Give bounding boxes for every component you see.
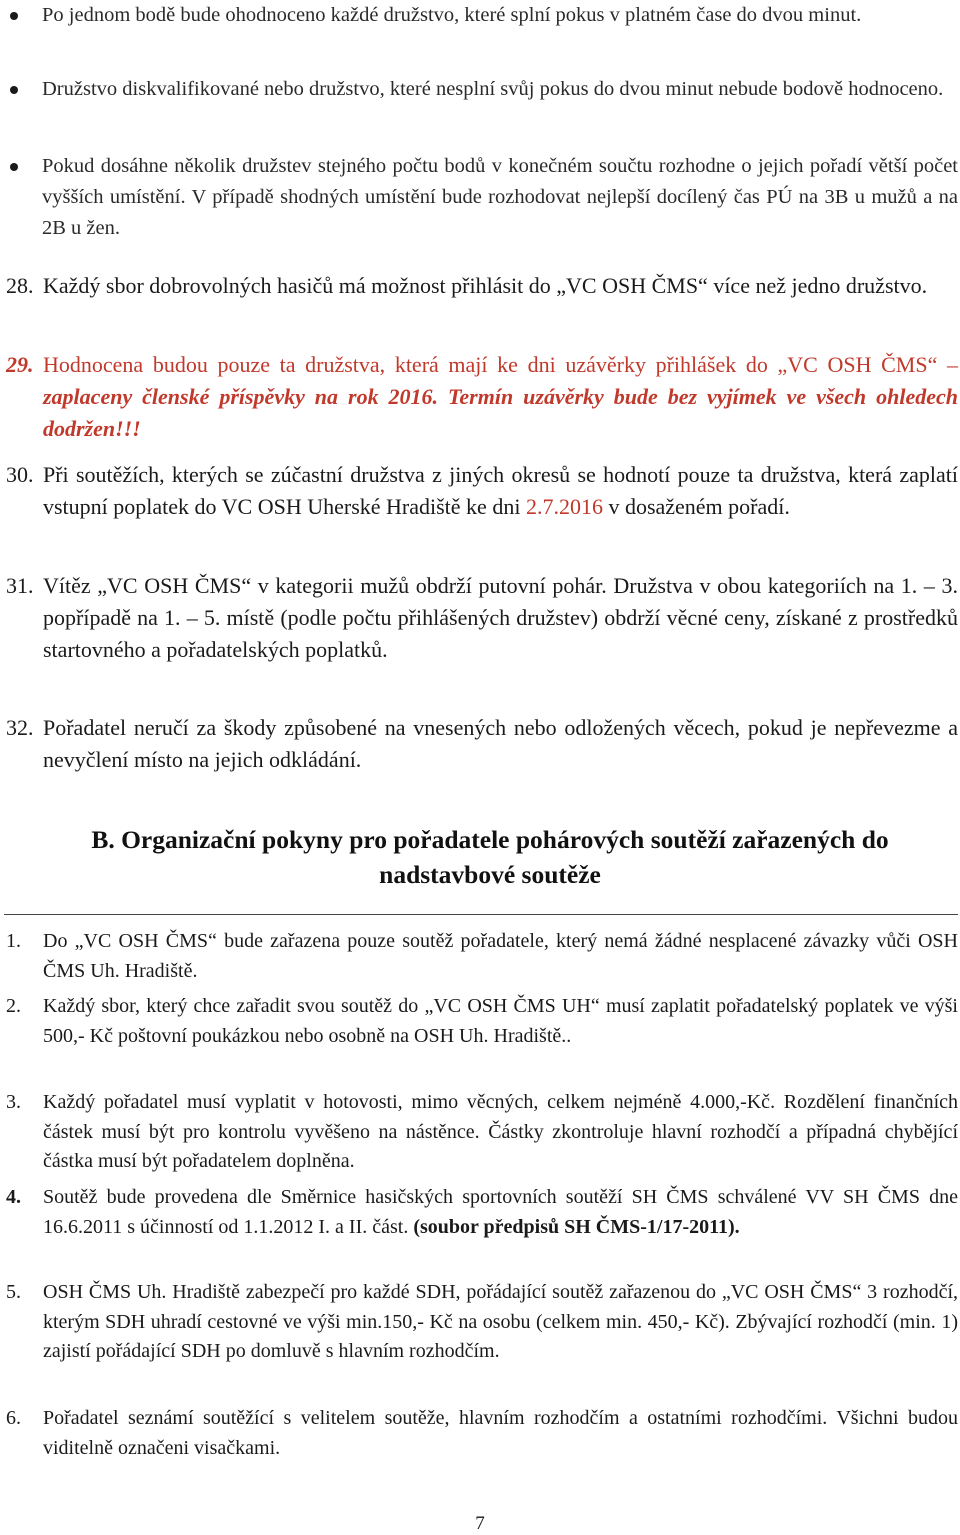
item-text-part: Soutěž bude provedena dle Směrnice hasičských sportovních soutěží SH ČMS schválené VV SH ČMS dne 16.6.2011 s účinností od 1.1.2012 I. a II. část. [43,1186,958,1238]
page-number: 7 [475,1513,485,1534]
rule-item-29 [6,349,958,445]
bullet-item [10,0,958,31]
item-text: OSH ČMS Uh. Hradiště zabezpečí pro každé SDH, pořádající soutěž zařazenou do „VC OSH ČMS“ 3 rozhodčí, kterým SDH uhradí cestovné ve výši min.150,- Kč na osobu (celkem min. 450,- Kč). Zbývající rozhodčí (min. 1) zajistí pořádající SDH po domluvě s hlavním rozhodčím. [43,1281,958,1362]
item-text: Každý sbor dobrovolných hasičů má možnost přihlásit do „VC OSH ČMS“ více než jedno družstvo. [43,273,928,298]
item-number: 28. [6,273,34,298]
item-text-part: Při soutěžích, kterých se zúčastní družstva z jiných okresů se hodnotí pouze ta družstva, která zaplatí vstupní poplatek do VC OSH Uherské Hradiště ke dni [43,462,958,519]
item-number: 32. [6,715,34,740]
org-item-3 [6,1088,958,1177]
item-text: Do „VC OSH ČMS“ bude zařazena pouze soutěž pořadatele, který nemá žádné nesplacené závazky vůči OSH ČMS Uh. Hradiště. [43,930,958,982]
org-item-5 [6,1278,958,1367]
item-text [43,349,958,445]
item-text-emphasis: (soubor předpisů SH ČMS-1/17-2011). [413,1215,740,1238]
item-number: 2. [6,995,21,1017]
org-item-6 [6,1404,958,1463]
section-divider [4,914,958,915]
bullet-text: Družstvo diskvalifikované nebo družstvo, které nesplní svůj pokus do dvou minut nebude bodově hodnoceno. [42,78,944,100]
item-number: 4. [6,1186,21,1208]
section-b-heading-line2: nadstavbové soutěže [379,860,601,889]
rule-item-32 [6,712,958,776]
item-text-part: Hodnocena budou pouze ta družstva, která mají ke dni uzávěrky přihlášek do „VC OSH ČMS“ – [43,352,958,377]
bullet-item [10,74,958,105]
item-text-emphasis: zaplaceny členské příspěvky na rok 2016. Termín uzávěrky bude bez vyjímek ve všech ohledech dodržen!!! [43,384,958,441]
item-text: Pořadatel neručí za škody způsobené na vnesených nebo odložených věcech, pokud je nepřevezme a nevyčlení místo na jejich odkládání. [43,715,958,772]
org-item-1 [6,927,958,986]
rule-item-31 [6,570,958,666]
bullet-text: Po jednom bodě bude ohodnoceno každé družstvo, které splní pokus v platném čase do dvou minut. [42,4,862,26]
org-item-2 [6,992,958,1051]
item-number: 3. [6,1091,21,1113]
item-text: Každý pořadatel musí vyplatit v hotovosti, mimo věcných, celkem nejméně 4.000,-Kč. Rozdělení finančních částek musí být pro kontrolu vyvěšeno na nástěnce. Částky zkontroluje hlavní rozhodčí a případná chybějící částka musí být pořadatelem doplněna. [43,1091,958,1172]
item-number: 29. [6,352,34,377]
deadline-date: 2.7.2016 [525,494,603,519]
item-number: 5. [6,1281,21,1303]
rule-item-30 [6,459,958,523]
bullet-icon [10,86,18,94]
bullet-icon [10,163,18,171]
item-number: 1. [6,930,21,952]
item-text: Vítěz „VC OSH ČMS“ v kategorii mužů obdrží putovní pohár. Družstva v obou kategoriích na 1. – 3. popřípadě na 1. – 5. místě (podle počtu přihlášených družstev) obdrží věcné ceny, získané z prostředků startovného a pořadatelských poplatků. [43,573,958,662]
section-b-heading [20,822,960,892]
rule-item-28 [6,270,958,302]
item-number: 30. [6,462,34,487]
item-number: 31. [6,573,34,598]
item-text: Pořadatel seznámí soutěžící s velitelem soutěže, hlavním rozhodčím a ostatními rozhodčími. Všichni budou viditelně označeni visačkami. [43,1407,958,1459]
bullet-text: Pokud dosáhne několik družstev stejného počtu bodů v konečném součtu rozhodne o jejich pořadí větší počet vyšších umístění. V případě shodných umístění bude rozhodovat nejlepší docílený čas PÚ na 3B u mužů a na 2B u žen. [42,155,958,239]
bullet-icon [10,12,18,20]
bullet-item [10,151,958,244]
org-item-4 [6,1183,958,1242]
section-b-heading-line1: B. Organizační pokyny pro pořadatele pohárových soutěží zařazených do [91,825,889,854]
item-text [43,1183,958,1242]
item-text-part: v dosaženém pořadí. [608,494,790,519]
item-text [43,459,958,523]
item-text: Každý sbor, který chce zařadit svou soutěž do „VC OSH ČMS UH“ musí zaplatit pořadatelský poplatek ve výši 500,- Kč poštovní poukázkou nebo osobně na OSH Uh. Hradiště.. [43,995,958,1047]
item-number: 6. [6,1407,21,1429]
